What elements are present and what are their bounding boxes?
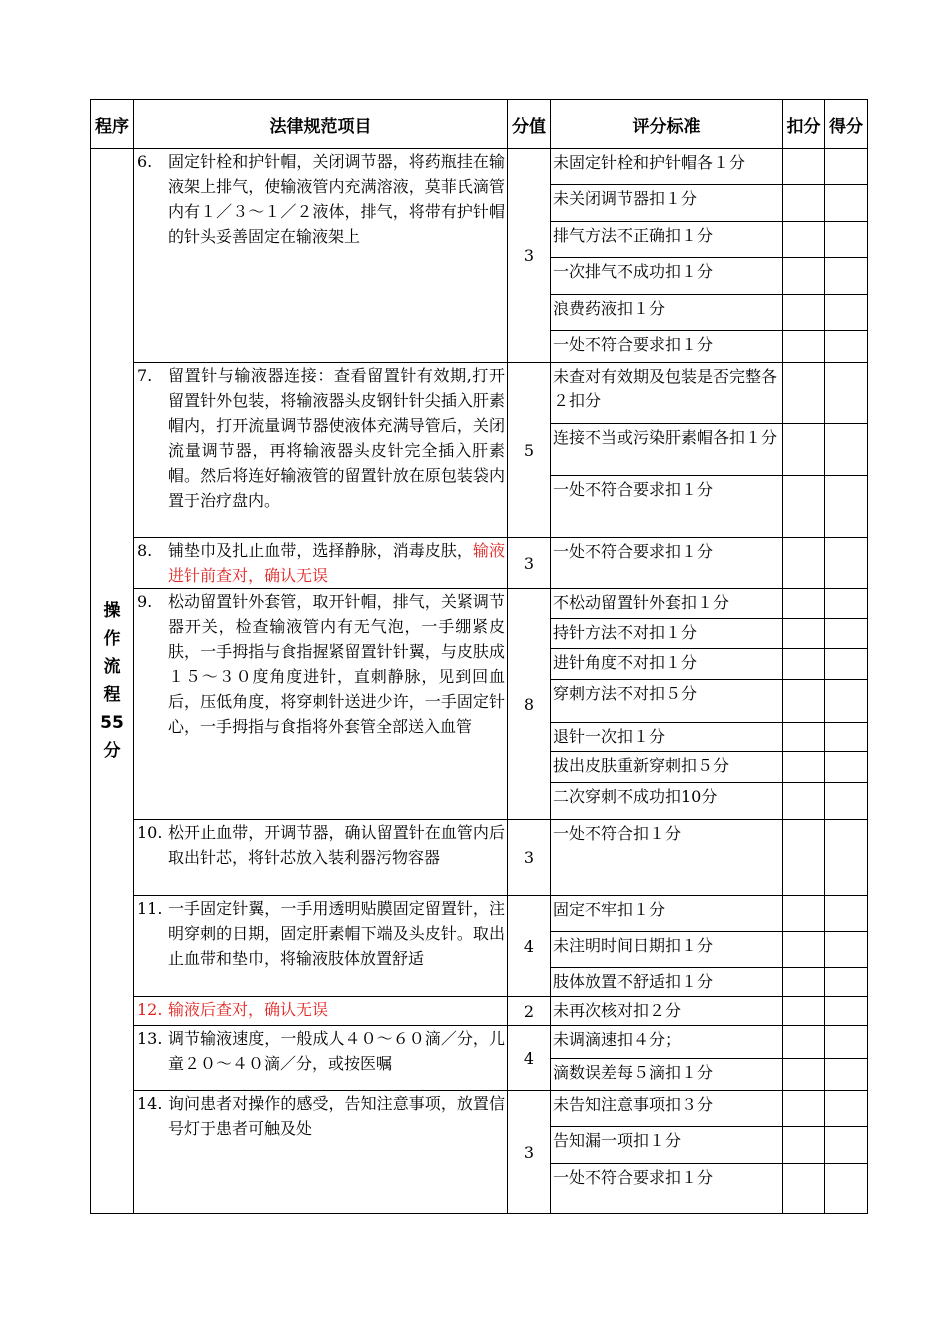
criteria-cell: 滴数误差每５滴扣１分 — [551, 1059, 783, 1091]
item-6 — [134, 149, 508, 363]
criteria-cell: 一处不符合要求扣１分 — [551, 1164, 783, 1214]
item-number: 10. — [137, 823, 163, 842]
item-text: 松开止血带，开调节器，确认留置针在血管内后取出针芯，将针芯放入装利器污物容器 — [168, 823, 505, 867]
header-step: 程序 — [91, 100, 134, 149]
get-cell[interactable] — [825, 752, 868, 783]
item-score: 3 — [508, 149, 551, 363]
get-cell[interactable] — [825, 723, 868, 752]
header-get: 得分 — [825, 100, 868, 149]
deduct-cell[interactable] — [783, 752, 825, 783]
item-9 — [134, 589, 508, 820]
deduct-cell[interactable] — [783, 1127, 825, 1164]
criteria-cell: 穿刺方法不对扣５分 — [551, 680, 783, 723]
item-score: 4 — [508, 896, 551, 997]
deduct-cell[interactable] — [783, 1026, 825, 1059]
item-7 — [134, 363, 508, 538]
criteria-cell: 一处不符合要求扣１分 — [551, 476, 783, 538]
get-cell[interactable] — [825, 424, 868, 476]
get-cell[interactable] — [825, 1164, 868, 1214]
deduct-cell[interactable] — [783, 424, 825, 476]
item-14 — [134, 1091, 508, 1214]
deduct-cell[interactable] — [783, 968, 825, 997]
item-score: 2 — [508, 997, 551, 1026]
criteria-cell: 持针方法不对扣１分 — [551, 619, 783, 649]
item-text: 铺垫巾及扎止血带，选择静脉，消毒皮肤， — [168, 541, 473, 560]
item-number: 6. — [137, 152, 153, 171]
deduct-cell[interactable] — [783, 185, 825, 222]
section-char: 操 — [103, 601, 121, 621]
item-number: 14. — [137, 1094, 163, 1113]
item-number: 7. — [137, 366, 153, 385]
criteria-cell: 告知漏一项扣１分 — [551, 1127, 783, 1164]
get-cell[interactable] — [825, 932, 868, 968]
item-text-highlight: 输液后查对，确认无误 — [168, 1000, 329, 1019]
criteria-cell: 肢体放置不舒适扣１分 — [551, 968, 783, 997]
get-cell[interactable] — [825, 222, 868, 258]
criteria-cell: 未再次核对扣２分 — [551, 997, 783, 1026]
criteria-cell: 未注明时间日期扣１分 — [551, 932, 783, 968]
deduct-cell[interactable] — [783, 1091, 825, 1127]
deduct-cell[interactable] — [783, 932, 825, 968]
item-text: 调节输液速度，一般成人４０～６０滴／分，儿童２０～４０滴／分，或按医嘱 — [168, 1029, 505, 1073]
deduct-cell[interactable] — [783, 538, 825, 589]
header-score: 分值 — [508, 100, 551, 149]
header-criteria: 评分标准 — [551, 100, 783, 149]
criteria-cell: 一次排气不成功扣１分 — [551, 258, 783, 295]
deduct-cell[interactable] — [783, 1059, 825, 1091]
get-cell[interactable] — [825, 589, 868, 619]
item-score: 3 — [508, 820, 551, 896]
item-score: 4 — [508, 1026, 551, 1091]
criteria-cell: 退针一次扣１分 — [551, 723, 783, 752]
item-11 — [134, 896, 508, 997]
item-number: 11. — [137, 899, 163, 918]
item-score: 5 — [508, 363, 551, 538]
item-number: 9. — [137, 592, 153, 611]
get-cell[interactable] — [825, 619, 868, 649]
deduct-cell[interactable] — [783, 649, 825, 680]
get-cell[interactable] — [825, 1127, 868, 1164]
item-text: 留置针与输液器连接：查看留置针有效期,打开留置针外包装，将输液器头皮钢针针尖插入肝素帽内，打开流量调节器使液体充满导管后，关闭流量调节器，再将输液器头皮针完全插入肝素帽。然后将连好输液管的留置针放在原包装袋内置于治疗盘内。 — [168, 366, 505, 510]
get-cell[interactable] — [825, 295, 868, 331]
item-8 — [134, 538, 508, 589]
get-cell[interactable] — [825, 820, 868, 896]
get-cell[interactable] — [825, 363, 868, 424]
deduct-cell[interactable] — [783, 149, 825, 185]
item-text: 松动留置针外套管，取开针帽，排气，关紧调节器开关，检查输液管内有无气泡，一手绷紧皮肤，一手拇指与食指握紧留置针针翼，与皮肤成１５～３０度角度进针，直刺静脉，见到回血后，压低角度，将穿刺针送进少许，一手固定针心，一手拇指与食指将外套管全部送入血管 — [168, 592, 505, 736]
get-cell[interactable] — [825, 1026, 868, 1059]
item-score: 8 — [508, 589, 551, 820]
criteria-cell: 未关闭调节器扣１分 — [551, 185, 783, 222]
get-cell[interactable] — [825, 476, 868, 538]
item-score: 3 — [508, 1091, 551, 1214]
deduct-cell[interactable] — [783, 997, 825, 1026]
section-char: 程 — [103, 685, 121, 705]
item-text: 询问患者对操作的感受，告知注意事项，放置信号灯于患者可触及处 — [168, 1094, 505, 1138]
item-number: 8. — [137, 541, 153, 560]
deduct-cell[interactable] — [783, 820, 825, 896]
get-cell[interactable] — [825, 649, 868, 680]
deduct-cell[interactable] — [783, 619, 825, 649]
criteria-cell: 拔出皮肤重新穿刺扣５分 — [551, 752, 783, 783]
get-cell[interactable] — [825, 331, 868, 363]
get-cell[interactable] — [825, 680, 868, 723]
criteria-cell: 连接不当或污染肝素帽各扣１分 — [551, 424, 783, 476]
criteria-cell: 排气方法不正确扣１分 — [551, 222, 783, 258]
section-label — [91, 149, 134, 1214]
deduct-cell[interactable] — [783, 295, 825, 331]
criteria-cell: 未调滴速扣４分； — [551, 1026, 783, 1059]
item-text: 固定针栓和护针帽，关闭调节器，将药瓶挂在输液架上排气，使输液管内充满溶液，莫菲氏滴管内有１／３～１／２液体，排气，将带有护针帽的针头妥善固定在输液架上 — [168, 152, 505, 246]
get-cell[interactable] — [825, 149, 868, 185]
item-10 — [134, 820, 508, 896]
section-char: 分 — [103, 741, 121, 761]
criteria-cell: 一处不符合要求扣１分 — [551, 331, 783, 363]
get-cell[interactable] — [825, 1059, 868, 1091]
item-number: 13. — [137, 1029, 163, 1048]
item-text: 一手固定针翼，一手用透明贴膜固定留置针，注明穿刺的日期，固定肝素帽下端及头皮针。取出止血带和垫巾，将输液肢体放置舒适 — [168, 899, 505, 968]
deduct-cell[interactable] — [783, 783, 825, 820]
get-cell[interactable] — [825, 185, 868, 222]
criteria-cell: 进针角度不对扣１分 — [551, 649, 783, 680]
deduct-cell[interactable] — [783, 589, 825, 619]
header-deduct: 扣分 — [783, 100, 825, 149]
get-cell[interactable] — [825, 997, 868, 1026]
item-13 — [134, 1026, 508, 1091]
deduct-cell[interactable] — [783, 896, 825, 932]
deduct-cell[interactable] — [783, 363, 825, 424]
deduct-cell[interactable] — [783, 222, 825, 258]
item-number: 12. — [137, 1000, 163, 1019]
get-cell[interactable] — [825, 896, 868, 932]
section-char: 流 — [103, 657, 121, 677]
deduct-cell[interactable] — [783, 258, 825, 295]
document-page — [90, 99, 867, 1214]
criteria-cell: 未固定针栓和护针帽各１分 — [551, 149, 783, 185]
header-item: 法律规范项目 — [134, 100, 508, 149]
get-cell[interactable] — [825, 783, 868, 820]
criteria-cell: 未查对有效期及包装是否完整各２扣分 — [551, 363, 783, 424]
criteria-cell: 固定不牢扣１分 — [551, 896, 783, 932]
section-char: 作 — [103, 629, 121, 649]
item-12 — [134, 997, 508, 1026]
deduct-cell[interactable] — [783, 1164, 825, 1214]
scoring-table — [90, 99, 868, 1214]
deduct-cell[interactable] — [783, 331, 825, 363]
get-cell[interactable] — [825, 538, 868, 589]
criteria-cell: 未告知注意事项扣３分 — [551, 1091, 783, 1127]
deduct-cell[interactable] — [783, 476, 825, 538]
section-char: 55 — [100, 713, 124, 733]
item-text-highlight: 输液进针前查对，确认无误 — [168, 541, 505, 585]
table-header-row — [91, 100, 868, 149]
criteria-cell: 二次穿刺不成功扣10分 — [551, 783, 783, 820]
criteria-cell: 浪费药液扣１分 — [551, 295, 783, 331]
item-score: 3 — [508, 538, 551, 589]
deduct-cell[interactable] — [783, 723, 825, 752]
get-cell[interactable] — [825, 968, 868, 997]
deduct-cell[interactable] — [783, 680, 825, 723]
criteria-cell: 一处不符合要求扣１分 — [551, 538, 783, 589]
get-cell[interactable] — [825, 258, 868, 295]
get-cell[interactable] — [825, 1091, 868, 1127]
criteria-cell: 一处不符合扣１分 — [551, 820, 783, 896]
criteria-cell: 不松动留置针外套扣１分 — [551, 589, 783, 619]
